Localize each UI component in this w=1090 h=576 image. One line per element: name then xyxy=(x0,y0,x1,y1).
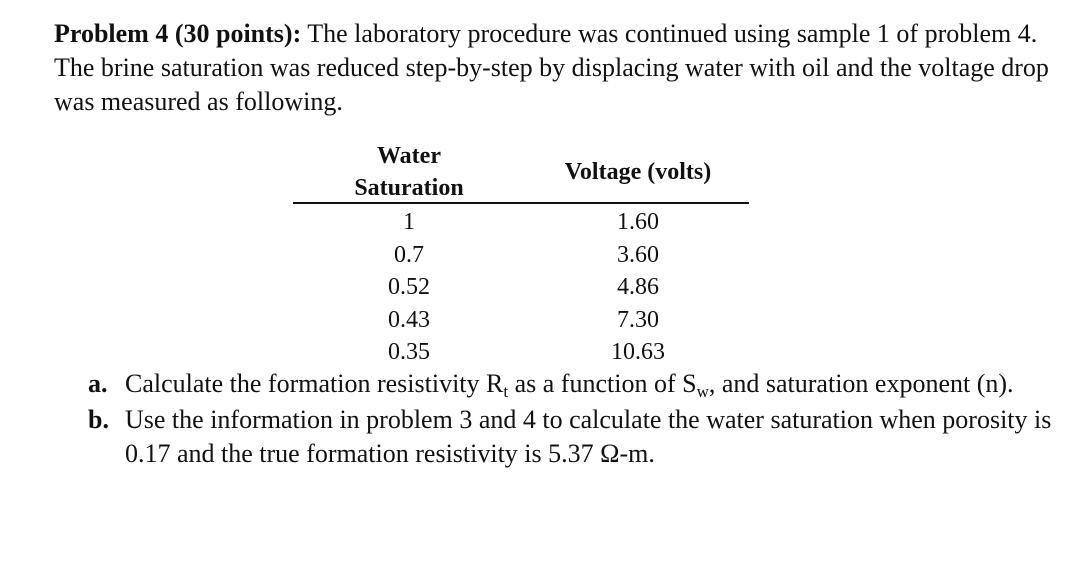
table-header-rule xyxy=(293,202,749,204)
table-row xyxy=(293,304,749,337)
table-row xyxy=(293,271,749,304)
cell-water-saturation: 0.7 xyxy=(394,241,424,268)
header-water-line2: Saturation xyxy=(354,175,464,201)
problem-text: The laboratory procedure was continued using sample 1 of problem 4. The brine saturation was reduced step-by-step by displacing water with oil and the voltage drop was measured as following. xyxy=(54,19,1049,116)
cell-voltage: 4.86 xyxy=(617,274,659,300)
cell-voltage: 10.63 xyxy=(611,339,665,365)
cell-water-saturation: 0.52 xyxy=(388,274,430,300)
cell-water-saturation: 0.35 xyxy=(388,339,430,365)
header-voltage: Voltage (volts) xyxy=(564,159,712,185)
cell-water-saturation: 1 xyxy=(403,209,415,235)
header-water-line1: Water xyxy=(377,143,441,169)
question-b xyxy=(88,403,1068,471)
data-table xyxy=(293,206,749,369)
question-a-letter: a. xyxy=(88,369,108,398)
subscript-t: t xyxy=(503,382,509,401)
question-b-text: Use the information in problem 3 and 4 to calculate the water saturation when porosity is 0.17 and the true formation resistivity is 5.37 Ω-m. xyxy=(125,405,1052,468)
cell-voltage: 1.60 xyxy=(617,209,659,235)
question-a-text-2: as a function of S xyxy=(508,369,697,398)
table-row xyxy=(293,206,749,239)
table-row xyxy=(293,239,749,272)
table-row xyxy=(293,336,749,369)
question-list xyxy=(88,367,1068,473)
cell-voltage: 3.60 xyxy=(617,241,659,268)
cell-water-saturation: 0.43 xyxy=(388,306,430,333)
question-a-text-1: Calculate the formation resistivity R xyxy=(125,369,504,398)
problem-heading: Problem 4 (30 points): xyxy=(54,19,302,48)
subscript-w: w xyxy=(696,382,709,401)
problem-statement xyxy=(54,17,1054,119)
cell-voltage: 7.30 xyxy=(617,306,659,333)
header-water-saturation xyxy=(338,140,480,204)
question-a xyxy=(88,367,1068,401)
question-b-letter: b. xyxy=(88,405,109,434)
question-a-text-3: , and saturation exponent (n). xyxy=(708,369,1014,398)
